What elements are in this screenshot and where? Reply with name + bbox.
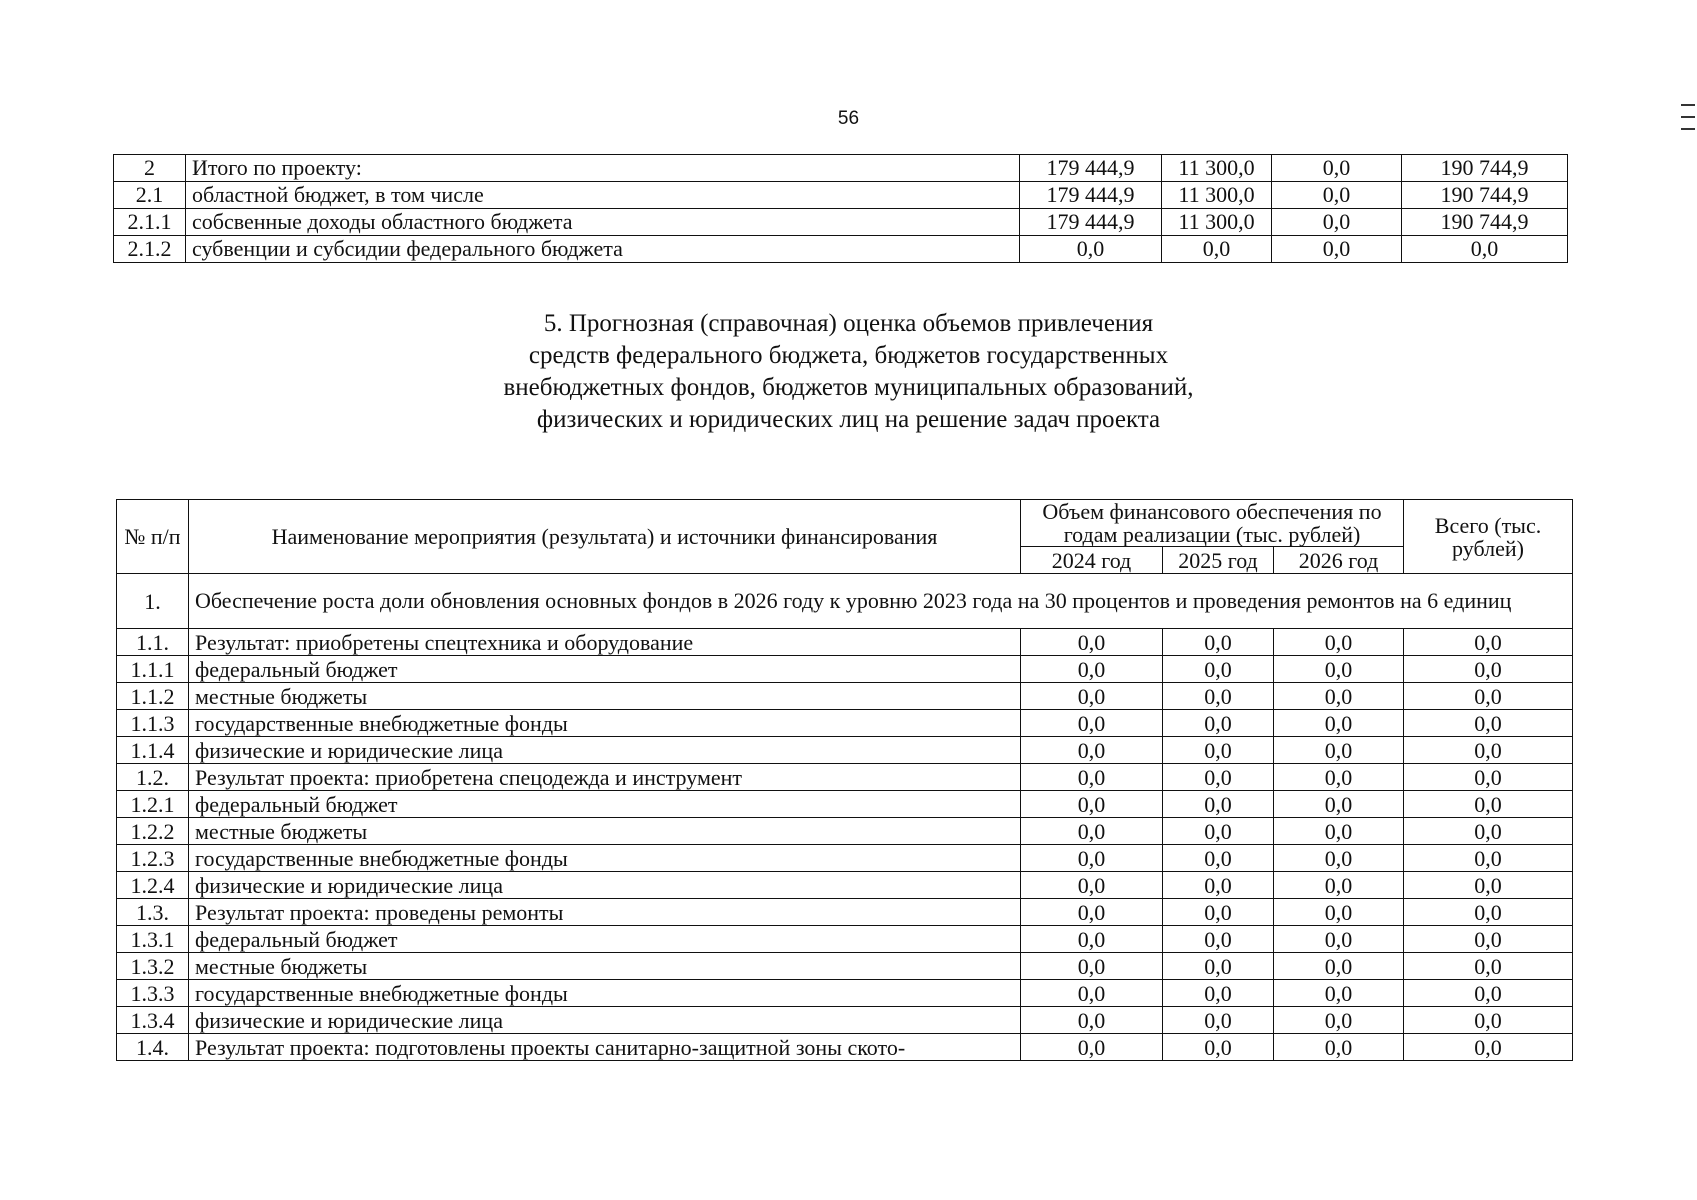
goal-row <box>117 574 1573 629</box>
section-heading <box>0 308 1697 436</box>
row-total: 0,0 <box>1402 236 1568 263</box>
table-row <box>117 791 1573 818</box>
row-value-2025: 0,0 <box>1163 737 1274 764</box>
row-name: государственные внебюджетные фонды <box>189 980 1021 1007</box>
row-total: 0,0 <box>1404 710 1573 737</box>
row-value-2024: 179 444,9 <box>1020 182 1162 209</box>
row-name: местные бюджеты <box>189 683 1021 710</box>
row-value-2026: 0,0 <box>1272 182 1402 209</box>
row-value-2024: 0,0 <box>1021 656 1163 683</box>
row-value-2026: 0,0 <box>1274 791 1404 818</box>
row-value-2026: 0,0 <box>1272 236 1402 263</box>
edge-mark <box>1681 104 1695 106</box>
row-num: 2 <box>114 155 186 182</box>
page-number: 56 <box>837 108 860 129</box>
row-name: физические и юридические лица <box>189 1007 1021 1034</box>
row-value-2024: 0,0 <box>1021 629 1163 656</box>
row-name: физические и юридические лица <box>189 872 1021 899</box>
row-value-2024: 0,0 <box>1021 737 1163 764</box>
table-row <box>117 764 1573 791</box>
row-value-2024: 0,0 <box>1021 845 1163 872</box>
table-row <box>117 1034 1573 1061</box>
header-volume: Объем финансового обеспечения по годам реализации (тыс. рублей) <box>1021 500 1404 547</box>
table-row <box>114 155 1568 182</box>
header-year-2026: 2026 год <box>1274 547 1404 574</box>
table-row <box>117 1007 1573 1034</box>
row-value-2025: 11 300,0 <box>1162 209 1272 236</box>
row-value-2025: 0,0 <box>1163 683 1274 710</box>
row-total: 0,0 <box>1404 791 1573 818</box>
table-row <box>117 629 1573 656</box>
row-value-2026: 0,0 <box>1274 1034 1404 1061</box>
funding-forecast-table-body <box>117 500 1573 1061</box>
row-value-2025: 0,0 <box>1163 899 1274 926</box>
row-num: 1.3.2 <box>117 953 189 980</box>
row-name: государственные внебюджетные фонды <box>189 710 1021 737</box>
row-num: 2.1.1 <box>114 209 186 236</box>
row-total: 0,0 <box>1404 656 1573 683</box>
row-total: 0,0 <box>1404 899 1573 926</box>
row-num: 1.2.3 <box>117 845 189 872</box>
goal-name: Обеспечение роста доли обновления основных фондов в 2026 году к уровню 2023 года на 30 процентов и проведения ремонтов на 6 единиц <box>189 574 1573 629</box>
funding-forecast-table <box>116 499 1573 1061</box>
row-num: 1.3. <box>117 899 189 926</box>
table-row <box>114 236 1568 263</box>
row-total: 0,0 <box>1404 980 1573 1007</box>
row-value-2026: 0,0 <box>1272 155 1402 182</box>
row-num: 1.2.4 <box>117 872 189 899</box>
row-value-2026: 0,0 <box>1274 953 1404 980</box>
row-value-2025: 11 300,0 <box>1162 155 1272 182</box>
row-value-2026: 0,0 <box>1274 980 1404 1007</box>
row-num: 1.2.2 <box>117 818 189 845</box>
row-name: Результат проекта: приобретена спецодежда и инструмент <box>189 764 1021 791</box>
row-value-2025: 0,0 <box>1163 953 1274 980</box>
row-value-2025: 0,0 <box>1163 1034 1274 1061</box>
row-num: 1.3.3 <box>117 980 189 1007</box>
row-num: 1.1.4 <box>117 737 189 764</box>
row-value-2025: 11 300,0 <box>1162 182 1272 209</box>
table-row <box>117 899 1573 926</box>
edge-mark <box>1681 116 1695 118</box>
row-value-2026: 0,0 <box>1274 737 1404 764</box>
row-name: Результат проекта: проведены ремонты <box>189 899 1021 926</box>
table-row <box>117 872 1573 899</box>
row-name: Результат: приобретены спецтехника и оборудование <box>189 629 1021 656</box>
row-total: 190 744,9 <box>1402 209 1568 236</box>
header-name: Наименование мероприятия (результата) и источники финансирования <box>189 500 1021 574</box>
row-value-2025: 0,0 <box>1163 710 1274 737</box>
row-num: 1.4. <box>117 1034 189 1061</box>
header-total: Всего (тыс. рублей) <box>1404 500 1573 574</box>
row-num: 1.1.2 <box>117 683 189 710</box>
section-heading-line: физических и юридических лиц на решение задач проекта <box>536 406 1161 433</box>
row-value-2026: 0,0 <box>1274 818 1404 845</box>
row-name: местные бюджеты <box>189 818 1021 845</box>
row-total: 0,0 <box>1404 1007 1573 1034</box>
table-row <box>117 737 1573 764</box>
table-row <box>117 818 1573 845</box>
row-value-2024: 0,0 <box>1021 953 1163 980</box>
row-value-2024: 0,0 <box>1021 926 1163 953</box>
row-value-2026: 0,0 <box>1274 1007 1404 1034</box>
row-value-2026: 0,0 <box>1274 710 1404 737</box>
row-value-2025: 0,0 <box>1163 926 1274 953</box>
row-name: Результат проекта: подготовлены проекты санитарно-защитной зоны ското- <box>189 1034 1021 1061</box>
header-year-2024: 2024 год <box>1021 547 1163 574</box>
row-value-2024: 0,0 <box>1020 236 1162 263</box>
row-value-2026: 0,0 <box>1274 899 1404 926</box>
row-value-2025: 0,0 <box>1163 818 1274 845</box>
row-name: федеральный бюджет <box>189 791 1021 818</box>
row-value-2026: 0,0 <box>1274 845 1404 872</box>
row-value-2024: 0,0 <box>1021 764 1163 791</box>
header-num: № п/п <box>117 500 189 574</box>
row-num: 1.1.1 <box>117 656 189 683</box>
row-total: 0,0 <box>1404 872 1573 899</box>
row-value-2024: 179 444,9 <box>1020 209 1162 236</box>
row-total: 190 744,9 <box>1402 155 1568 182</box>
row-name: физические и юридические лица <box>189 737 1021 764</box>
row-total: 0,0 <box>1404 818 1573 845</box>
table-row <box>117 953 1573 980</box>
row-name: собсвенные доходы областного бюджета <box>186 209 1020 236</box>
row-name: государственные внебюджетные фонды <box>189 845 1021 872</box>
row-total: 0,0 <box>1404 926 1573 953</box>
row-value-2024: 0,0 <box>1021 818 1163 845</box>
table-row <box>117 980 1573 1007</box>
row-total: 0,0 <box>1404 737 1573 764</box>
row-total: 0,0 <box>1404 683 1573 710</box>
row-name: федеральный бюджет <box>189 656 1021 683</box>
row-value-2024: 0,0 <box>1021 1034 1163 1061</box>
project-total-table <box>113 154 1568 263</box>
table-row <box>117 656 1573 683</box>
section-heading-line: 5. Прогнозная (справочная) оценка объемов привлечения <box>543 310 1154 337</box>
row-value-2025: 0,0 <box>1163 764 1274 791</box>
row-value-2025: 0,0 <box>1162 236 1272 263</box>
row-value-2024: 0,0 <box>1021 683 1163 710</box>
row-name: федеральный бюджет <box>189 926 1021 953</box>
table-row <box>117 710 1573 737</box>
row-value-2025: 0,0 <box>1163 629 1274 656</box>
row-num: 1.3.1 <box>117 926 189 953</box>
scan-edge-marks <box>1681 104 1695 140</box>
row-total: 0,0 <box>1404 845 1573 872</box>
row-value-2026: 0,0 <box>1274 872 1404 899</box>
row-name: субвенции и субсидии федерального бюджета <box>186 236 1020 263</box>
row-total: 0,0 <box>1404 764 1573 791</box>
row-num: 1.1. <box>117 629 189 656</box>
edge-mark <box>1681 128 1695 130</box>
row-value-2024: 0,0 <box>1021 980 1163 1007</box>
table-row <box>117 926 1573 953</box>
row-value-2024: 179 444,9 <box>1020 155 1162 182</box>
row-name: местные бюджеты <box>189 953 1021 980</box>
row-value-2026: 0,0 <box>1274 629 1404 656</box>
row-name: областной бюджет, в том числе <box>186 182 1020 209</box>
row-value-2024: 0,0 <box>1021 899 1163 926</box>
table-row <box>114 182 1568 209</box>
table-row <box>117 683 1573 710</box>
row-value-2026: 0,0 <box>1272 209 1402 236</box>
row-num: 1.2.1 <box>117 791 189 818</box>
section-heading-line: средств федерального бюджета, бюджетов государственных <box>528 342 1169 369</box>
table-row <box>117 845 1573 872</box>
row-value-2026: 0,0 <box>1274 764 1404 791</box>
row-num: 2.1 <box>114 182 186 209</box>
row-value-2025: 0,0 <box>1163 980 1274 1007</box>
row-value-2026: 0,0 <box>1274 683 1404 710</box>
header-year-2025: 2025 год <box>1163 547 1274 574</box>
row-total: 190 744,9 <box>1402 182 1568 209</box>
row-value-2024: 0,0 <box>1021 710 1163 737</box>
row-value-2025: 0,0 <box>1163 656 1274 683</box>
row-value-2025: 0,0 <box>1163 872 1274 899</box>
row-value-2024: 0,0 <box>1021 1007 1163 1034</box>
goal-num: 1. <box>117 574 189 629</box>
row-num: 1.3.4 <box>117 1007 189 1034</box>
row-total: 0,0 <box>1404 953 1573 980</box>
row-value-2024: 0,0 <box>1021 791 1163 818</box>
table-header-row <box>117 500 1573 547</box>
row-num: 1.2. <box>117 764 189 791</box>
row-num: 2.1.2 <box>114 236 186 263</box>
row-value-2026: 0,0 <box>1274 656 1404 683</box>
row-value-2024: 0,0 <box>1021 872 1163 899</box>
row-value-2025: 0,0 <box>1163 1007 1274 1034</box>
table-row <box>114 209 1568 236</box>
row-value-2025: 0,0 <box>1163 845 1274 872</box>
row-total: 0,0 <box>1404 1034 1573 1061</box>
row-name: Итого по проекту: <box>186 155 1020 182</box>
row-value-2025: 0,0 <box>1163 791 1274 818</box>
row-num: 1.1.3 <box>117 710 189 737</box>
row-total: 0,0 <box>1404 629 1573 656</box>
row-value-2026: 0,0 <box>1274 926 1404 953</box>
section-heading-line: внебюджетных фондов, бюджетов муниципальных образований, <box>503 374 1194 401</box>
project-total-table-body <box>114 155 1568 263</box>
